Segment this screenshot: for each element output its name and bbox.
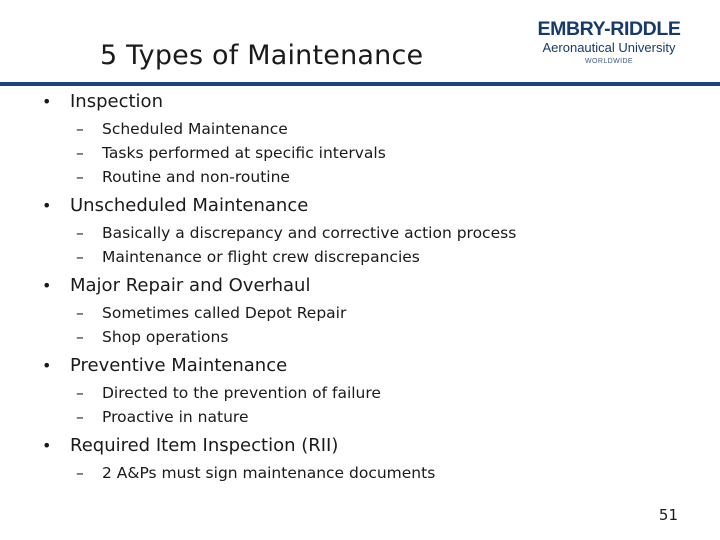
- sub-bullet-text: Proactive in nature: [102, 408, 249, 426]
- university-logo: [528, 20, 690, 65]
- bullet-text: Unscheduled Maintenance: [70, 195, 309, 216]
- sub-bullet-text: 2 A&Ps must sign maintenance documents: [102, 464, 436, 482]
- bullet-marker: •: [42, 436, 52, 455]
- sub-bullet-list: [0, 117, 720, 189]
- sub-bullet-text: Maintenance or flight crew discrepancies: [102, 248, 420, 266]
- bullet-marker: •: [42, 196, 52, 215]
- page-number: 51: [658, 506, 678, 524]
- sub-bullet-text: Scheduled Maintenance: [102, 120, 288, 138]
- sub-bullet-item: [0, 325, 720, 349]
- bullet-list: [0, 90, 720, 490]
- sub-bullet-text: Sometimes called Depot Repair: [102, 304, 347, 322]
- logo-subtitle: Aeronautical University: [542, 39, 676, 55]
- sub-bullet-marker: –: [76, 120, 84, 138]
- bullet-item: [0, 434, 720, 458]
- sub-bullet-item: [0, 381, 720, 405]
- sub-bullet-text: Routine and non-routine: [102, 168, 290, 186]
- sub-bullet-item: [0, 165, 720, 189]
- sub-bullet-marker: –: [76, 224, 84, 242]
- bullet-marker: •: [42, 356, 52, 375]
- sub-bullet-marker: –: [76, 144, 84, 162]
- sub-bullet-list: [0, 301, 720, 349]
- sub-bullet-marker: –: [76, 384, 84, 402]
- sub-bullet-list: [0, 461, 720, 485]
- sub-bullet-list: [0, 221, 720, 269]
- sub-bullet-item: [0, 117, 720, 141]
- bullet-item: [0, 90, 720, 114]
- sub-bullet-item: [0, 461, 720, 485]
- sub-bullet-item: [0, 141, 720, 165]
- sub-bullet-marker: –: [76, 248, 84, 266]
- slide-title: 5 Types of Maintenance: [100, 40, 424, 71]
- bullet-text: Required Item Inspection (RII): [70, 435, 339, 456]
- sub-bullet-marker: –: [76, 464, 84, 482]
- sub-bullet-text: Tasks performed at specific intervals: [102, 144, 386, 162]
- bullet-item: [0, 354, 720, 378]
- bullet-item: [0, 194, 720, 218]
- bullet-marker: •: [42, 92, 52, 111]
- sub-bullet-text: Shop operations: [102, 328, 229, 346]
- sub-bullet-marker: –: [76, 328, 84, 346]
- sub-bullet-marker: –: [76, 168, 84, 186]
- header-divider: [0, 82, 720, 86]
- bullet-text: Inspection: [70, 91, 163, 112]
- sub-bullet-item: [0, 221, 720, 245]
- sub-bullet-text: Basically a discrepancy and corrective action process: [102, 224, 517, 242]
- bullet-text: Major Repair and Overhaul: [70, 275, 311, 296]
- bullet-item: [0, 274, 720, 298]
- sub-bullet-marker: –: [76, 304, 84, 322]
- sub-bullet-item: [0, 245, 720, 269]
- sub-bullet-marker: –: [76, 408, 84, 426]
- bullet-marker: •: [42, 276, 52, 295]
- sub-bullet-list: [0, 381, 720, 429]
- logo-name: EMBRY-RIDDLE: [537, 18, 681, 40]
- logo-tagline: WORLDWIDE: [585, 57, 633, 65]
- sub-bullet-item: [0, 301, 720, 325]
- sub-bullet-item: [0, 405, 720, 429]
- sub-bullet-text: Directed to the prevention of failure: [102, 384, 381, 402]
- bullet-text: Preventive Maintenance: [70, 355, 288, 376]
